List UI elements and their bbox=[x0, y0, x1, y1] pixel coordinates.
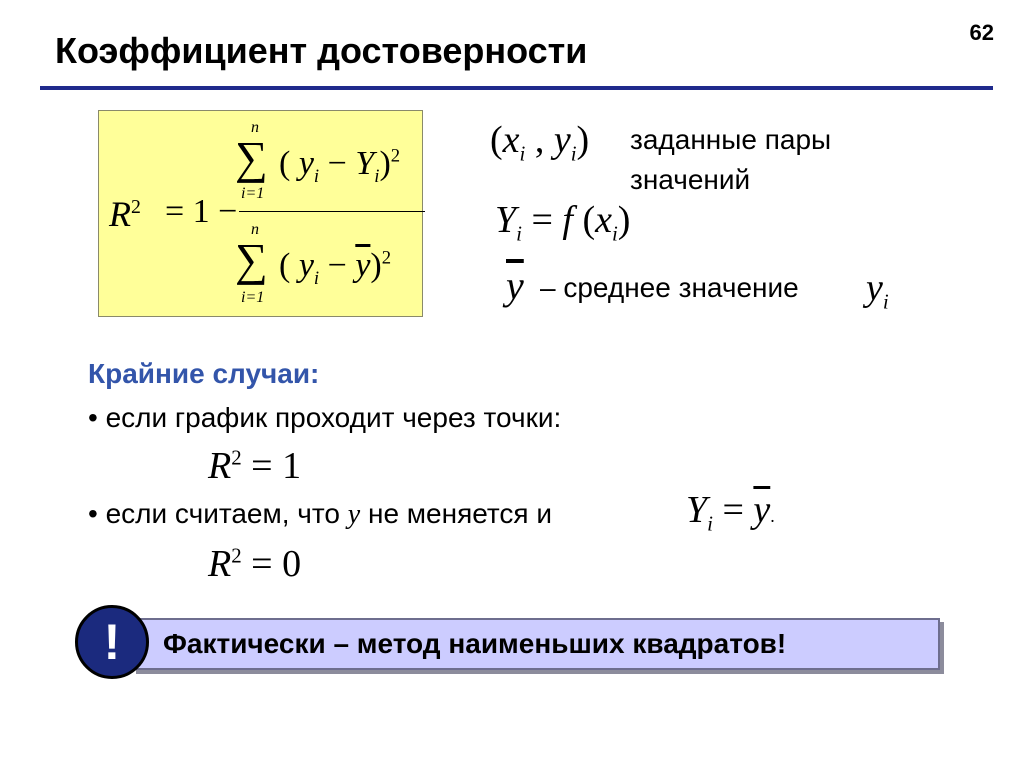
denominator-lower-limit: i=1 bbox=[241, 289, 265, 306]
case2-bullet: • если считаем, что y не меняется и bbox=[88, 498, 552, 530]
pairs-text-line1: заданные пары bbox=[630, 124, 832, 155]
mean-symbol: $\overline{y}$ bbox=[506, 263, 524, 308]
model-math: $Y_i = f$ $(x_i)$ bbox=[495, 199, 631, 246]
conclusion-callout bbox=[132, 618, 940, 670]
pairs-math: ($x_i$ , $y_i$) bbox=[490, 119, 590, 166]
denominator-body: ( $y_i - \overline{y})^2$ bbox=[279, 247, 392, 289]
formula-lhs: $R^2$ bbox=[109, 194, 141, 234]
fraction-bar bbox=[239, 211, 425, 212]
slide-number: 62 bbox=[969, 20, 994, 45]
numerator-upper-limit: n bbox=[251, 119, 259, 136]
numerator-sum-icon: ∑ bbox=[235, 132, 268, 183]
numerator-body: ( $y_i - Y_i)^2$ bbox=[279, 145, 401, 187]
case1-bullet: • если график проходит через точки: bbox=[88, 402, 562, 433]
denominator-sum-icon: ∑ bbox=[235, 234, 268, 285]
slide-title: Коэффициент достоверности bbox=[55, 30, 588, 71]
denominator-upper-limit: n bbox=[251, 221, 259, 238]
exclamation-icon: ! bbox=[75, 605, 149, 679]
mean-var: $y_i$ bbox=[866, 267, 889, 314]
numerator-lower-limit: i=1 bbox=[241, 185, 265, 202]
case2-condition: $Y_i = \overline{y}$. bbox=[686, 489, 775, 536]
case2-result: $R^2 = 0$ bbox=[208, 543, 302, 585]
title-divider bbox=[40, 86, 993, 90]
extreme-cases-heading: Крайние случаи: bbox=[88, 358, 320, 389]
pairs-text-line2: значений bbox=[630, 164, 751, 195]
callout-text: Фактически – метод наименьших квадратов! bbox=[163, 628, 787, 659]
case1-result: $R^2 = 1$ bbox=[208, 445, 302, 487]
mean-text: – среднее значение bbox=[540, 272, 799, 303]
formula-one-minus: = 1 − bbox=[165, 193, 238, 230]
r-squared-formula-box bbox=[98, 110, 423, 317]
